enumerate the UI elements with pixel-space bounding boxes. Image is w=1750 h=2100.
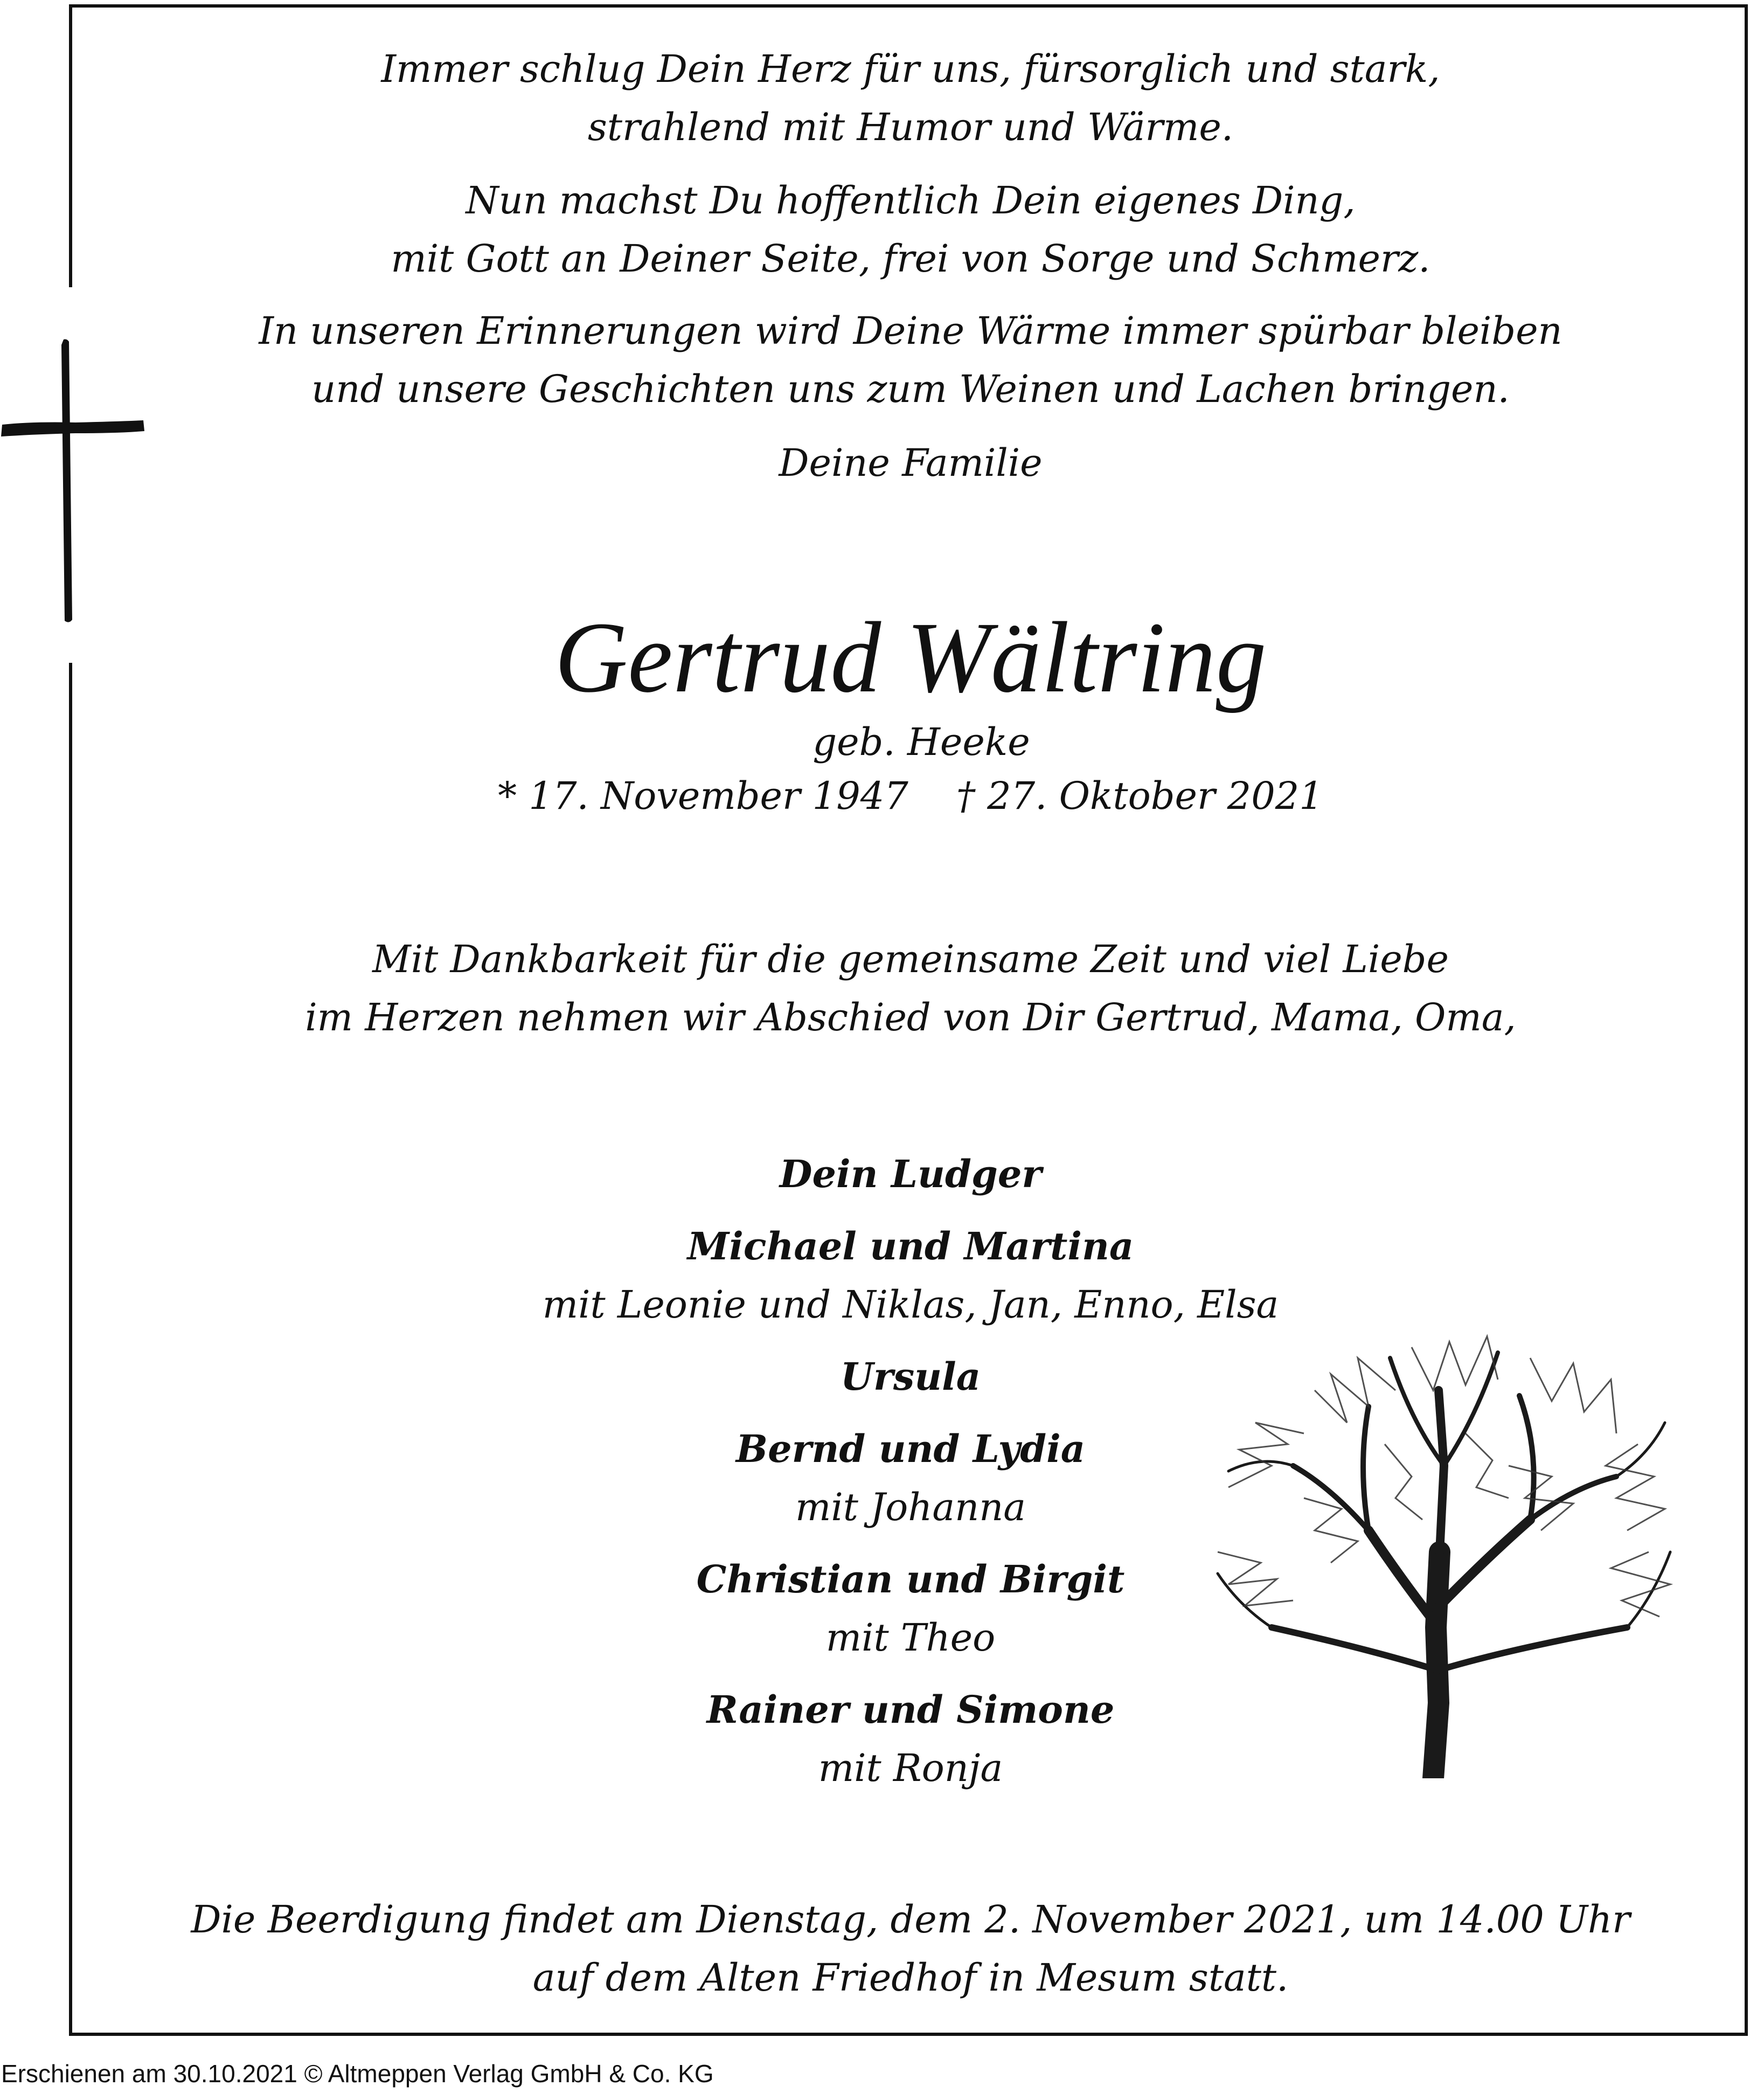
thanks-line: Mit Dankbarkeit für die gemeinsame Zeit und viel Liebe [372,937,1449,981]
poem-stanza-1 [75,40,1746,156]
poem-line: mit Gott an Deiner Seite, frei von Sorge und Schmerz. [391,237,1430,281]
poem-line: strahlend mit Humor und Wärme. [587,105,1234,149]
poem-stanza-3 [75,302,1746,418]
frame-left-border-lower [69,663,72,2036]
spacer [75,1203,1746,1217]
poem-line: Nun machst Du hoffentlich Dein eigenes Ding, [466,178,1356,223]
publication-footer: Erschienen am 30.10.2021 © Altmeppen Verlag GmbH & Co. KG [1,2060,714,2088]
relative-name: Rainer und Simone [706,1687,1115,1732]
relative-name: Dein Ludger [779,1152,1042,1196]
poem-line: In unseren Erinnerungen wird Deine Wärme immer spürbar bleiben [259,309,1563,353]
life-dates [75,767,1746,825]
relative-children: mit Johanna [795,1485,1026,1529]
poem-line: und unsere Geschichten uns zum Weinen und Lachen bringen. [311,367,1510,411]
poem-signature [75,434,1746,492]
thanks-text [75,930,1746,1046]
funeral-line: auf dem Alten Friedhof in Mesum statt. [532,1956,1289,2000]
frame-top-border [69,4,1748,8]
relative-children: mit Ronja [818,1746,1003,1790]
relative-name: Christian und Birgit [696,1557,1125,1602]
relative-name: Ursula [840,1354,981,1399]
relative-name: Michael und Martina [687,1224,1134,1269]
frame-left-border-upper [69,4,72,287]
deceased-name: Gertrud Wältring [554,601,1267,713]
life-dates-text: * 17. November 1947 † 27. Oktober 2021 [498,774,1323,818]
frame-bottom-border [69,2033,1748,2036]
relative-name: Bernd und Lydia [735,1426,1086,1471]
poem-line: Immer schlug Dein Herz für uns, fürsorglich und stark, [381,47,1440,91]
birth-name: geb. Heeke [813,720,1030,764]
relative-group [75,1217,1746,1334]
thanks-line: im Herzen nehmen wir Abschied von Dir Gertrud, Mama, Oma, [305,995,1516,1039]
relative-group [75,1145,1746,1203]
signature-text: Deine Familie [779,441,1043,485]
poem-stanza-2 [75,171,1746,288]
relative-children: mit Leonie und Niklas, Jan, Enno, Elsa [542,1283,1279,1327]
funeral-notice [75,1890,1746,2007]
tree-icon [1207,1326,1681,1778]
relative-children: mit Theo [825,1616,996,1660]
funeral-line: Die Beerdigung findet am Dienstag, dem 2. November 2021, um 14.00 Uhr [191,1897,1630,1942]
